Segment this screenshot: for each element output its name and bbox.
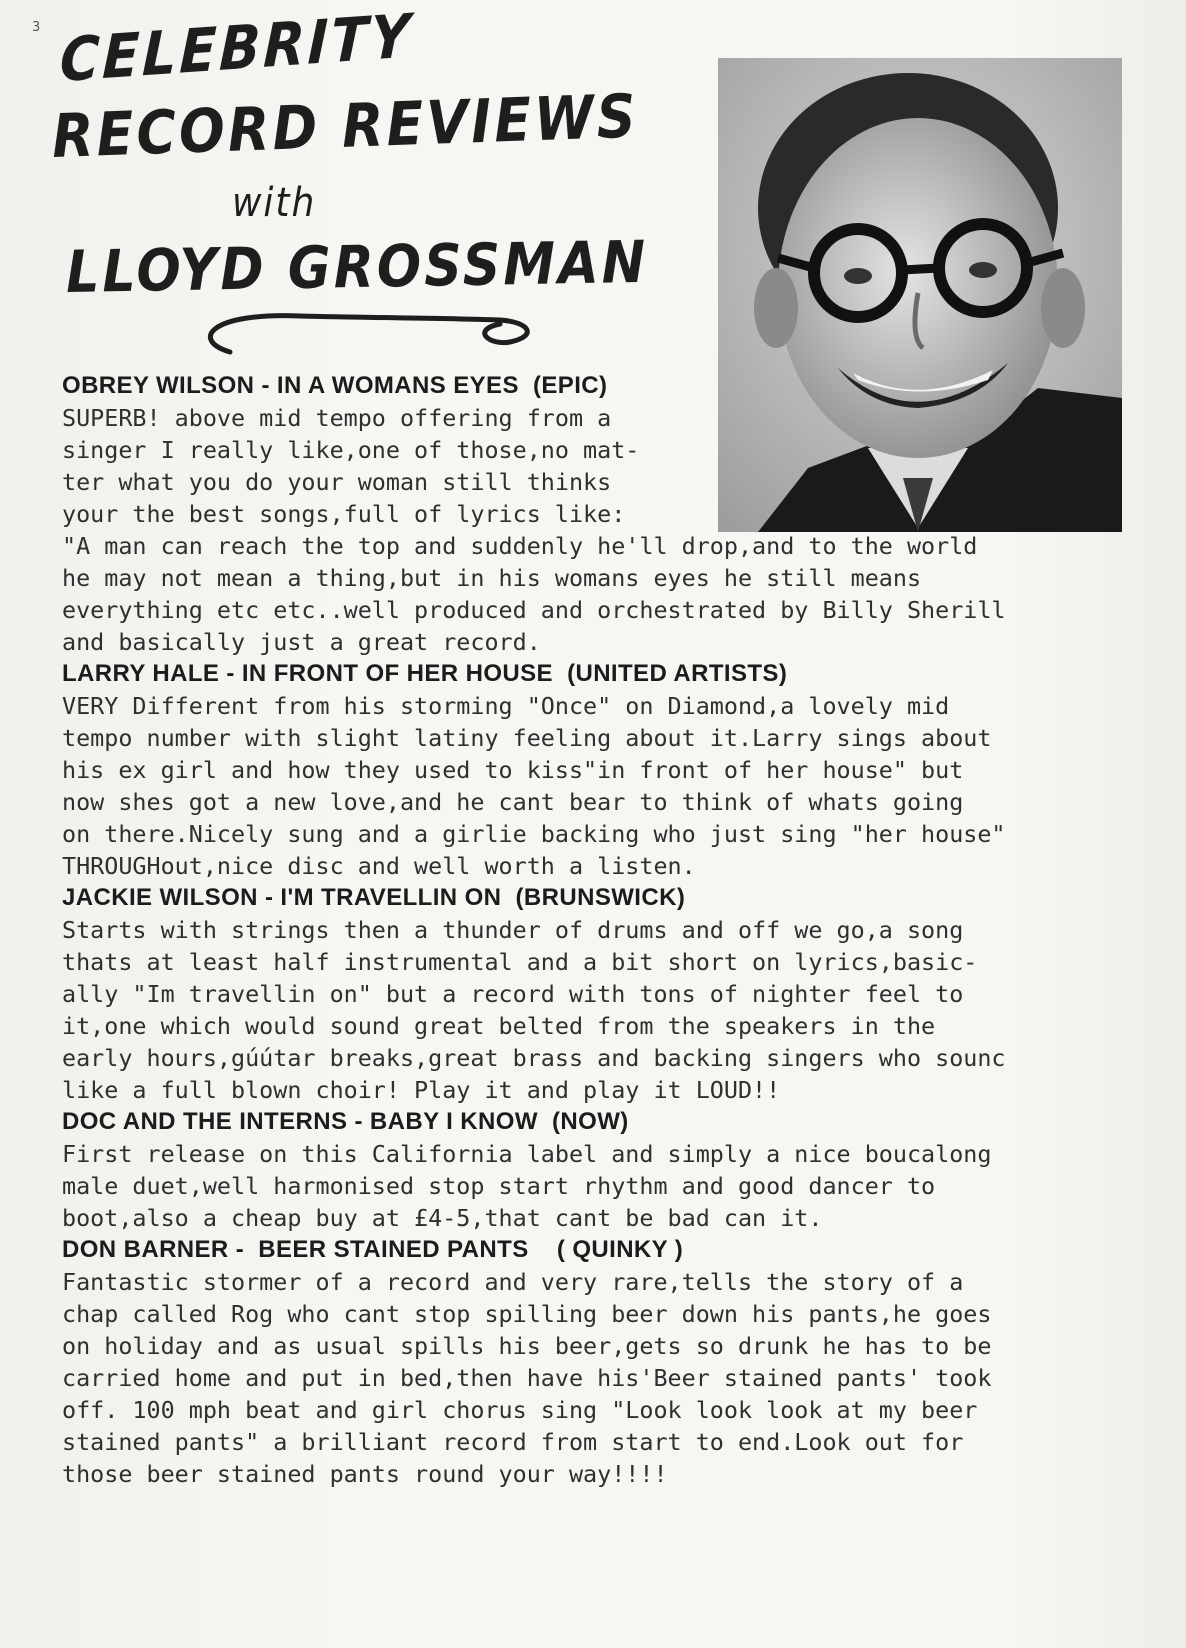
review-line: off. 100 mph beat and girl chorus sing "Look look look at my beer	[62, 1396, 978, 1424]
review-line: ally "Im travellin on" but a record with tons of nighter feel to	[62, 980, 964, 1008]
review-heading: OBREY WILSON - IN A WOMANS EYES (EPIC)	[62, 372, 608, 399]
review-line: ter what you do your woman still thinks	[62, 468, 612, 496]
headline-record-reviews: RECORD REVIEWS	[50, 81, 640, 172]
review-line: "A man can reach the top and suddenly he'll drop,and to the world	[62, 532, 978, 560]
headline-with: with	[232, 180, 317, 226]
review-line: First release on this California label and simply a nice boucalong	[62, 1140, 992, 1168]
review-line: singer I really like,one of those,no mat-	[62, 436, 640, 464]
review-line: boot,also a cheap buy at £4-5,that cant be bad can it.	[62, 1204, 823, 1232]
review-line: on holiday and as usual spills his beer,gets so drunk he has to be	[62, 1332, 992, 1360]
review-line: SUPERB! above mid tempo offering from a	[62, 404, 612, 432]
review-doc-and-the-interns	[62, 1106, 1122, 1234]
review-line: tempo number with slight latiny feeling about it.Larry sings about	[62, 724, 992, 752]
review-line: now shes got a new love,and he cant bear to think of whats going	[62, 788, 964, 816]
review-line: carried home and put in bed,then have his'Beer stained pants' took	[62, 1364, 992, 1392]
headline-lloyd-grossman: LLOYD GROSSMAN	[65, 227, 649, 306]
review-line: VERY Different from his storming "Once" on Diamond,a lovely mid	[62, 692, 950, 720]
review-line: those beer stained pants round your way!!!!	[62, 1460, 668, 1488]
review-heading: LARRY HALE - IN FRONT OF HER HOUSE (UNITED ARTISTS)	[62, 660, 788, 687]
review-line: early hours,gúútar breaks,great brass and backing singers who sounc	[62, 1044, 1006, 1072]
review-line: THROUGHout,nice disc and well worth a listen.	[62, 852, 696, 880]
page-number-mark: 3	[32, 20, 41, 35]
review-don-barner	[62, 1234, 1122, 1490]
review-heading: DON BARNER - BEER STAINED PANTS ( QUINKY )	[62, 1236, 684, 1263]
review-line: Fantastic stormer of a record and very rare,tells the story of a	[62, 1268, 964, 1296]
headline-celebrity: CELEBRITY	[58, 1, 414, 97]
review-line: male duet,well harmonised stop start rhythm and good dancer to	[62, 1172, 936, 1200]
review-line: your the best songs,full of lyrics like:	[62, 500, 626, 528]
review-obrey-wilson	[62, 370, 1122, 658]
review-line: stained pants" a brilliant record from start to end.Look out for	[62, 1428, 964, 1456]
review-line: it,one which would sound great belted from the speakers in the	[62, 1012, 936, 1040]
review-line: he may not mean a thing,but in his womans eyes he still means	[62, 564, 922, 592]
reviews-column	[62, 370, 1122, 1490]
review-jackie-wilson	[62, 882, 1122, 1106]
review-line: chap called Rog who cant stop spilling beer down his pants,he goes	[62, 1300, 992, 1328]
review-heading: DOC AND THE INTERNS - BABY I KNOW (NOW)	[62, 1108, 629, 1135]
review-line: everything etc etc..well produced and orchestrated by Billy Sherill	[62, 596, 1006, 624]
review-line: like a full blown choir! Play it and play it LOUD!!	[62, 1076, 781, 1104]
review-line: on there.Nicely sung and a girlie backing who just sing "her house"	[62, 820, 1006, 848]
review-line: his ex girl and how they used to kiss"in front of her house" but	[62, 756, 964, 784]
review-line: Starts with strings then a thunder of drums and off we go,a song	[62, 916, 964, 944]
review-line: thats at least half instrumental and a bit short on lyrics,basic-	[62, 948, 978, 976]
underline-swash	[170, 300, 550, 370]
review-larry-hale	[62, 658, 1122, 882]
review-line: and basically just a great record.	[62, 628, 541, 656]
review-heading: JACKIE WILSON - I'M TRAVELLIN ON (BRUNSWICK)	[62, 884, 686, 911]
